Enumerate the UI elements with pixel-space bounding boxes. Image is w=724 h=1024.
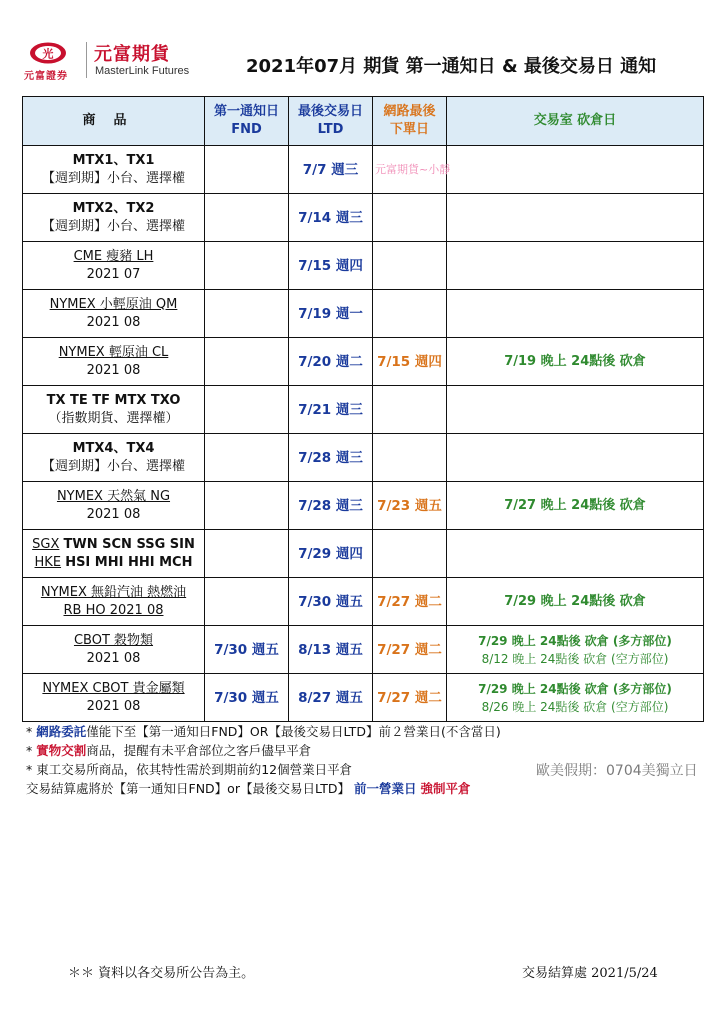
order-cell: 7/15 週四 bbox=[373, 338, 447, 386]
order-cell bbox=[373, 434, 447, 482]
order-cell bbox=[373, 386, 447, 434]
table-header-row bbox=[23, 97, 704, 146]
table-row bbox=[23, 626, 704, 674]
fnd-cell bbox=[205, 530, 289, 578]
table-row bbox=[23, 194, 704, 242]
logo-english-name: MasterLink Futures bbox=[95, 65, 190, 77]
ltd-cell: 7/20 週二 bbox=[289, 338, 373, 386]
product-cell: MTX4、TX4 【週到期】小台、選擇權 bbox=[23, 434, 205, 482]
product-cell: NYMEX 小輕原油 QM 2021 08 bbox=[23, 290, 205, 338]
ltd-cell: 7/7 週三 bbox=[289, 146, 373, 194]
order-cell: 7/27 週二 bbox=[373, 674, 447, 722]
header-product: 商品 bbox=[23, 97, 205, 146]
cut-cell: 7/29 晚上 24點後 砍倉 (多方部位) 8/26 晚上 24點後 砍倉 (空方部位) bbox=[447, 674, 704, 722]
table-row bbox=[23, 242, 704, 290]
footer-disclaimer: ＊＊ 資料以各交易所公告為主。 bbox=[68, 966, 255, 981]
cut-cell: 7/29 晚上 24點後 砍倉 bbox=[447, 578, 704, 626]
page-title: 2021年07月 期貨 第一通知日 & 最後交易日 通知 bbox=[246, 56, 657, 77]
order-cell: 7/23 週五 bbox=[373, 482, 447, 530]
fnd-cell: 7/30 週五 bbox=[205, 674, 289, 722]
fnd-cell bbox=[205, 242, 289, 290]
fnd-cell bbox=[205, 482, 289, 530]
product-cell: MTX2、TX2 【週到期】小台、選擇權 bbox=[23, 194, 205, 242]
ltd-cell: 7/21 週三 bbox=[289, 386, 373, 434]
product-cell: SGX TWN SCN SSG SIN HKE HSI MHI HHI MCH bbox=[23, 530, 205, 578]
table-row bbox=[23, 434, 704, 482]
header-last-order: 網路最後 下單日 bbox=[373, 97, 447, 146]
cut-cell bbox=[447, 290, 704, 338]
fnd-cell bbox=[205, 146, 289, 194]
fnd-cell: 7/30 週五 bbox=[205, 626, 289, 674]
fnd-cell bbox=[205, 386, 289, 434]
note-forced-liquidation: 交易結算處將於【第一通知日FND】or【最後交易日LTD】 前一營業日 強制平倉 bbox=[26, 781, 471, 796]
header-ltd: 最後交易日 LTD bbox=[289, 97, 373, 146]
watermark-text: 元富期貨~小靜 bbox=[373, 146, 447, 194]
order-cell bbox=[373, 290, 447, 338]
product-cell: TX TE TF MTX TXO （指數期貨、選擇權） bbox=[23, 386, 205, 434]
logo-securities-text: 元富證券 bbox=[24, 71, 68, 82]
note-physical-delivery: * 實物交割商品，提醒有未平倉部位之客戶儘早平倉 bbox=[26, 743, 312, 758]
holiday-note: 歐美假期：0704美獨立日 bbox=[536, 763, 698, 779]
order-cell: 7/27 週二 bbox=[373, 578, 447, 626]
order-cell bbox=[373, 242, 447, 290]
cut-cell: 7/29 晚上 24點後 砍倉 (多方部位) 8/12 晚上 24點後 砍倉 (空方部位) bbox=[447, 626, 704, 674]
product-cell: CME 瘦豬 LH 2021 07 bbox=[23, 242, 205, 290]
fnd-cell bbox=[205, 434, 289, 482]
ltd-cell: 8/27 週五 bbox=[289, 674, 373, 722]
cut-cell bbox=[447, 194, 704, 242]
ltd-cell: 7/19 週一 bbox=[289, 290, 373, 338]
table-row bbox=[23, 386, 704, 434]
masterlink-logo-icon bbox=[28, 41, 68, 65]
note-online-order: * 網路委託僅能下至【第一通知日FND】OR【最後交易日LTD】前２營業日(不含當日) bbox=[26, 724, 501, 739]
cut-cell bbox=[447, 242, 704, 290]
ltd-cell: 7/28 週三 bbox=[289, 434, 373, 482]
cut-cell: 7/19 晚上 24點後 砍倉 bbox=[447, 338, 704, 386]
fnd-cell bbox=[205, 338, 289, 386]
product-cell: NYMEX CBOT 貴金屬類 2021 08 bbox=[23, 674, 205, 722]
product-cell: NYMEX 天然氣 NG 2021 08 bbox=[23, 482, 205, 530]
cut-cell bbox=[447, 386, 704, 434]
note-tocom: * 東工交易所商品，依其特性需於到期前約12個營業日平倉 bbox=[26, 762, 353, 777]
header-fnd: 第一通知日 FND bbox=[205, 97, 289, 146]
product-cell: NYMEX 輕原油 CL 2021 08 bbox=[23, 338, 205, 386]
cut-cell: 7/27 晚上 24點後 砍倉 bbox=[447, 482, 704, 530]
cut-cell bbox=[447, 434, 704, 482]
table-row bbox=[23, 338, 704, 386]
fnd-cell bbox=[205, 290, 289, 338]
header-cut-date: 交易室 砍倉日 bbox=[447, 97, 704, 146]
order-cell: 7/27 週二 bbox=[373, 626, 447, 674]
ltd-cell: 7/28 週三 bbox=[289, 482, 373, 530]
table-row bbox=[23, 146, 704, 194]
ltd-cell: 8/13 週五 bbox=[289, 626, 373, 674]
order-cell bbox=[373, 530, 447, 578]
fnd-cell bbox=[205, 194, 289, 242]
product-cell: CBOT 穀物類 2021 08 bbox=[23, 626, 205, 674]
table-row bbox=[23, 482, 704, 530]
product-cell: MTX1、TX1 【週到期】小台、選擇權 bbox=[23, 146, 205, 194]
table-row bbox=[23, 290, 704, 338]
company-logo bbox=[22, 38, 202, 82]
table-row bbox=[23, 674, 704, 722]
footer-department-date: 交易結算處 2021/5/24 bbox=[522, 966, 658, 981]
page-header bbox=[22, 38, 702, 88]
table-row bbox=[23, 530, 704, 578]
svg-text:光: 光 bbox=[42, 47, 54, 61]
ltd-cell: 7/29 週四 bbox=[289, 530, 373, 578]
logo-divider bbox=[86, 42, 87, 78]
ltd-cell: 7/15 週四 bbox=[289, 242, 373, 290]
ltd-cell: 7/14 週三 bbox=[289, 194, 373, 242]
table-row bbox=[23, 578, 704, 626]
logo-company-name: 元富期貨 bbox=[94, 44, 170, 65]
cut-cell bbox=[447, 530, 704, 578]
cut-cell bbox=[447, 146, 704, 194]
ltd-cell: 7/30 週五 bbox=[289, 578, 373, 626]
order-cell bbox=[373, 194, 447, 242]
futures-schedule-table bbox=[22, 96, 704, 722]
fnd-cell bbox=[205, 578, 289, 626]
product-cell: NYMEX 無鉛汽油 熱燃油 RB HO 2021 08 bbox=[23, 578, 205, 626]
